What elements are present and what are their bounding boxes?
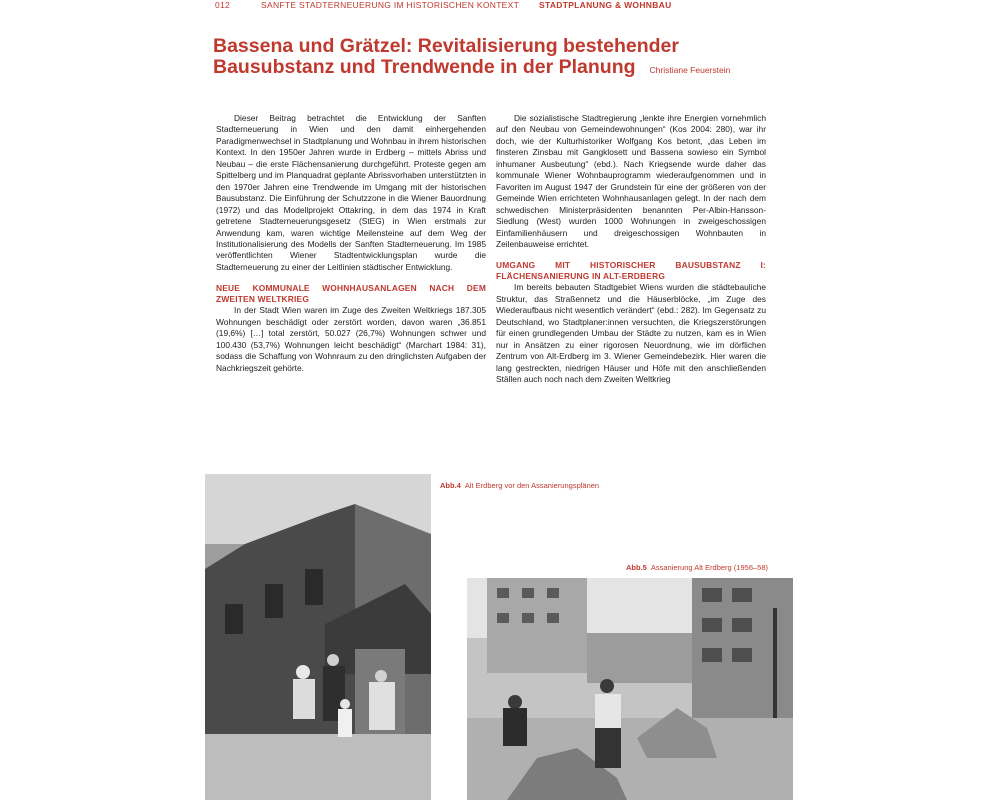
title-line-2-text: Bausubstanz und Trendwende in der Planung bbox=[213, 56, 636, 78]
text-column-right bbox=[496, 113, 766, 386]
figure-caption-4 bbox=[440, 481, 599, 490]
category-label: STADTPLANUNG & WOHNBAU bbox=[539, 0, 672, 10]
article-title bbox=[213, 36, 773, 81]
paragraph-housing: In der Stadt Wien waren im Zuge des Zweiten Weltkriegs 187.305 Wohnungen beschädigt oder zerstört worden, davon waren „36.851 (19,6%) […] total zerstört, 50.027 (26,7%) Wohnungen schwer und 100.430 (53,7%) Wohnungen leicht beschädigt“ (Marchart 1984: 31), sodass die Schaffung von Wohnraum zu den dringlichsten Aufgaben der Nachkriegszeit gehörte. bbox=[216, 305, 486, 373]
author-name: Christiane Feuerstein bbox=[649, 65, 731, 75]
title-line-2 bbox=[213, 57, 773, 81]
running-header bbox=[215, 0, 795, 12]
courtyard-photo-illustration bbox=[205, 474, 431, 800]
figure-text-5: Assanierung Alt Erdberg (1956–58) bbox=[650, 563, 769, 572]
intro-paragraph: Dieser Beitrag betrachtet die Entwicklung der Sanften Stadterneuerung in Wien und den damit einhergehenden Paradigmenwechsel in Stadtplanung und Wohnbau in ihrem historischen Kontext. In den 1950er Jahren wurde in Erdberg – mittels Abriss und Neubau – die erste Flächensanierung durchgeführt. Proteste gegen am Spittelberg und im Planquadrat geplante Abrissvorhaben unterstützten in den 1970er Jahren eine Trendwende im Umgang mit der historischen Bausubstanz. Die Einführung der Schutzzone in die Wiener Bauordnung (1972) und das Modellprojekt Ottakring, in dem das 1974 in Kraft getretene Stadterneuerungsgesetz (StEG) in Wien erstmals zur Anwendung kam, waren wichtige Meilensteine auf dem Weg der Institutionalisierung des Modells der Sanften Stadterneuerung. Im 1985 veröffentlichten Wiener Stadtentwicklungsplan wurde die Stadterneuerung zu einer der Leitlinien städtischer Entwicklung. bbox=[216, 113, 486, 272]
section-title: SANFTE STADTERNEUERUNG IM HISTORISCHEN KONTEXT bbox=[261, 0, 520, 10]
paragraph-city-government: Die sozialistische Stadtregierung „lenkte ihre Energien vornehmlich auf den Neubau von Gemeindewohnungen“ (Kos 2004: 280), war ihr doch, wie der Kulturhistoriker Wolfgang Kos betont, „das Leben im finsteren Zinsbau mit Gangklosett und Bassena sowieso ein Symbol inhumaner Ausbeutung“ (ebd.). Nach Kriegsende wurde daher das kommunale Wiener Wohnbauprogramm wiederaufgenommen und in Favoriten im August 1947 der Grundstein für eine der größeren von der Gemeinde Wien errichteten Wohnhausanlagen gelegt. In der nach dem schwedischen Ministerpräsidenten benannten Per-Albin-Hansson-Siedlung (West) wurden 1000 Wohnungen in zweigeschossigen Einfamilienhäusern und dreigeschossigen Wohnbauten in Zeilenbauweise errichtet. bbox=[496, 113, 766, 249]
figure-caption-5 bbox=[626, 563, 768, 572]
renovation-photo-illustration bbox=[467, 578, 793, 800]
title-line-1: Bassena und Grätzel: Revitalisierung bestehender bbox=[213, 35, 679, 57]
text-column-left bbox=[216, 113, 486, 374]
section-heading-housing: NEUE KOMMUNALE WOHNHAUSANLAGEN NACH DEM ZWEITEN WELTKRIEG bbox=[216, 283, 486, 305]
paragraph-erdberg: Im bereits bebauten Stadtgebiet Wiens wurden die städtebauliche Struktur, das Straßennetz und die Häuserblöcke, „im Zuge des Wiederaufbaus nicht wesentlich verändert“ (ebd.: 282). Im Gegensatz zu Deutschland, wo Stadtplaner:innen versuchten, die Kriegszerstörungen für einen grundlegenden Umbau der Städte zu nutzen, kam es in Wien nur in Ansätzen zu einer rigorosen Neuordnung, wie im dörflichen Zentrum von Alt-Erdberg im 3. Wiener Gemeindebezirk. Hier waren die lang gestreckten, niedrigen Häuser und Höfe mit den anschließenden Ställen auch noch nach dem Zweiten Weltkrieg bbox=[496, 282, 766, 385]
figure-label-5: Abb.5 bbox=[626, 563, 647, 572]
photo-renovation-alt-erdberg bbox=[467, 578, 793, 800]
section-heading-renovation: UMGANG MIT HISTORISCHER BAUSUBSTANZ I: FLÄCHENSANIERUNG IN ALT-ERDBERG bbox=[496, 260, 766, 282]
figure-text-4: Alt Erdberg vor den Assanierungsplänen bbox=[464, 481, 600, 490]
photo-alt-erdberg-courtyard bbox=[205, 474, 431, 800]
figure-label-4: Abb.4 bbox=[440, 481, 461, 490]
page-number: 012 bbox=[215, 0, 231, 10]
